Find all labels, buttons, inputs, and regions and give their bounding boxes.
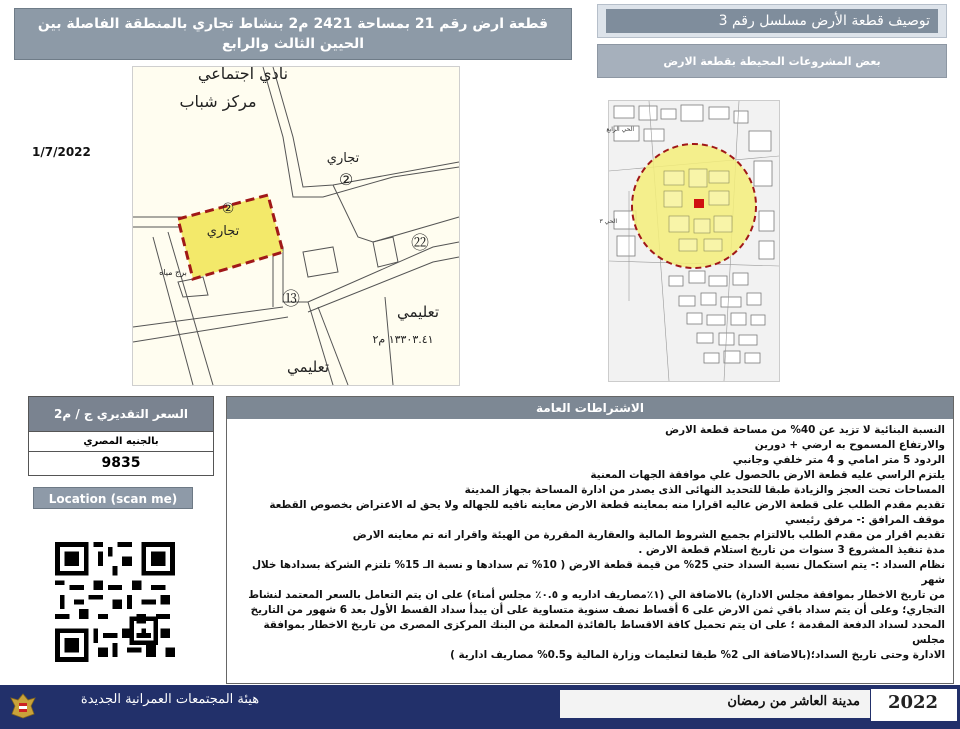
location-qr-code[interactable] [55,542,175,662]
educational-label-1: تعليمي [396,303,440,321]
commercial-top-number: ② [338,170,354,189]
description-title: توصيف قطعة الأرض مسلسل رقم 3 [606,9,938,33]
condition-line: مدة تنفيذ المشروع 3 سنوات من تاريخ استلام قطعة الارض . [638,544,945,556]
condition-line: نظام السداد :- يتم استكمال نسبة السداد حتي 25% من قيمة قطعة الارض ( 10% تم سدادها و نسبة الـ 15% تلتزم الشركة بسدادها خلال شهر [252,559,945,586]
condition-line: الردود 5 متر امامي و 4 متر خلفي وجانبي [732,454,945,466]
condition-line: تقديم مقدم الطلب على قطعة الارض عاليه اقرارا منه بمعاينه قطعة الارض معاينه نافيه للجهاله ولا يحق له الاعتراض بخصوص القطعة [269,499,945,511]
eagle-emblem-icon [8,692,38,720]
surrounding-projects-label: بعض المشروعات المحيطة بقطعة الارض [597,44,947,78]
price-header: السعر التقديري ج / م2 [29,397,213,431]
plot-use-label: تجاري [206,224,240,239]
price-value: 9835 [29,451,213,474]
condition-line: والارتفاع المسموح به ارضي + دورين [754,439,945,451]
condition-line: المحدد لسداد الدفعة المقدمة ؛ على ان يتم تحميل كافة الاقساط بالفائدة المعلنة من البنك المركزى المصرى من تاريخ الاخطار بموافقة مجلس [263,619,945,646]
small-building-label: برج مياه [159,268,187,277]
area-note-label: ١٣٣٠٣.٤١ م٢ [372,333,434,346]
club-label: نادي اجتماعي [197,64,289,83]
condition-line: الادارة وحتى تاريخ السداد؛(بالاضافة الى 2% طبقا لتعليمات وزارة المالية و0.5% مصاريف ادارية ) [450,649,945,661]
plot-location-marker [694,199,704,208]
authority-name: هيئة المجتمعات العمرانية الجديدة [80,692,260,707]
plot-number: ② [221,201,235,217]
conditions-header: الاشتراطات العامة [227,397,953,419]
commercial-top-label: تجاري [326,151,360,166]
condition-line: النسبة البنائية لا تزيد عن 40% من مساحة قطعة الارض [665,424,945,436]
district-4-label: الحي الرابع [606,126,634,133]
condition-line: تقديم اقرار من مقدم الطلب بالالتزام بجميع الشروط المالية والعقارية المقررة من الهيئة واقرار انه تم معاينه الارض [352,529,945,541]
plot-title-text: قطعة ارض رقم 21 بمساحة 2421 م2 بنشاط تجاري بالمنطقة الفاصلة بين الحيين الثالث والرابع [37,16,549,52]
description-banner [597,4,947,38]
condition-line: التجاري؛ وعلى أن يتم سداد باقي ثمن الارض على 6 أقساط نصف سنوية متساوية على أن يبدأ سداد القسط الأول بعد 6 شهور من التاريخ [250,604,945,616]
educational-label-2: تعليمي [286,358,330,376]
youth-center-label: مركز شباب [179,92,257,111]
conditions-body [227,419,953,663]
condition-line: موقف المرافق :- مرفق رئيسي [785,514,945,526]
number-13-label: ⑬ [282,289,300,310]
qr-code-graphic [55,542,175,662]
city-name: مدينة العاشر من رمضان [727,694,860,709]
condition-line: من تاريخ الاخطار بموافقة مجلس الادارة) بالاضافة الي (١٪مصاريف اداريه و ٠.٥٪ مجلس أمناء) على ان يتم التعامل بالسعر المعتمد لنشاط [248,589,945,601]
general-conditions-panel [226,396,954,684]
condition-line: المساحات تحت العجز والزيادة طبقا للتحديد النهائى الذى يصدر من ادارة المساحة بجهاز المدينة [464,484,945,496]
condition-line: يلتزم الراسي عليه قطعة الارض بالحصول علي موافقة الجهات المعنية [590,469,945,481]
district-3-label: الحي ٣ [599,218,617,225]
price-currency: بالجنيه المصري [29,431,213,451]
plot-title-banner [14,8,572,60]
location-button[interactable]: Location (scan me) [33,487,193,509]
price-table [28,396,214,476]
site-map-drawing [133,64,459,385]
overview-map-drawing [599,101,779,381]
date-label: 1/7/2022 [32,145,91,159]
number-22-label: ㉒ [411,233,429,254]
year-label: 2022 [887,692,939,713]
plot-site-map [132,66,460,386]
area-overview-map [599,100,780,382]
